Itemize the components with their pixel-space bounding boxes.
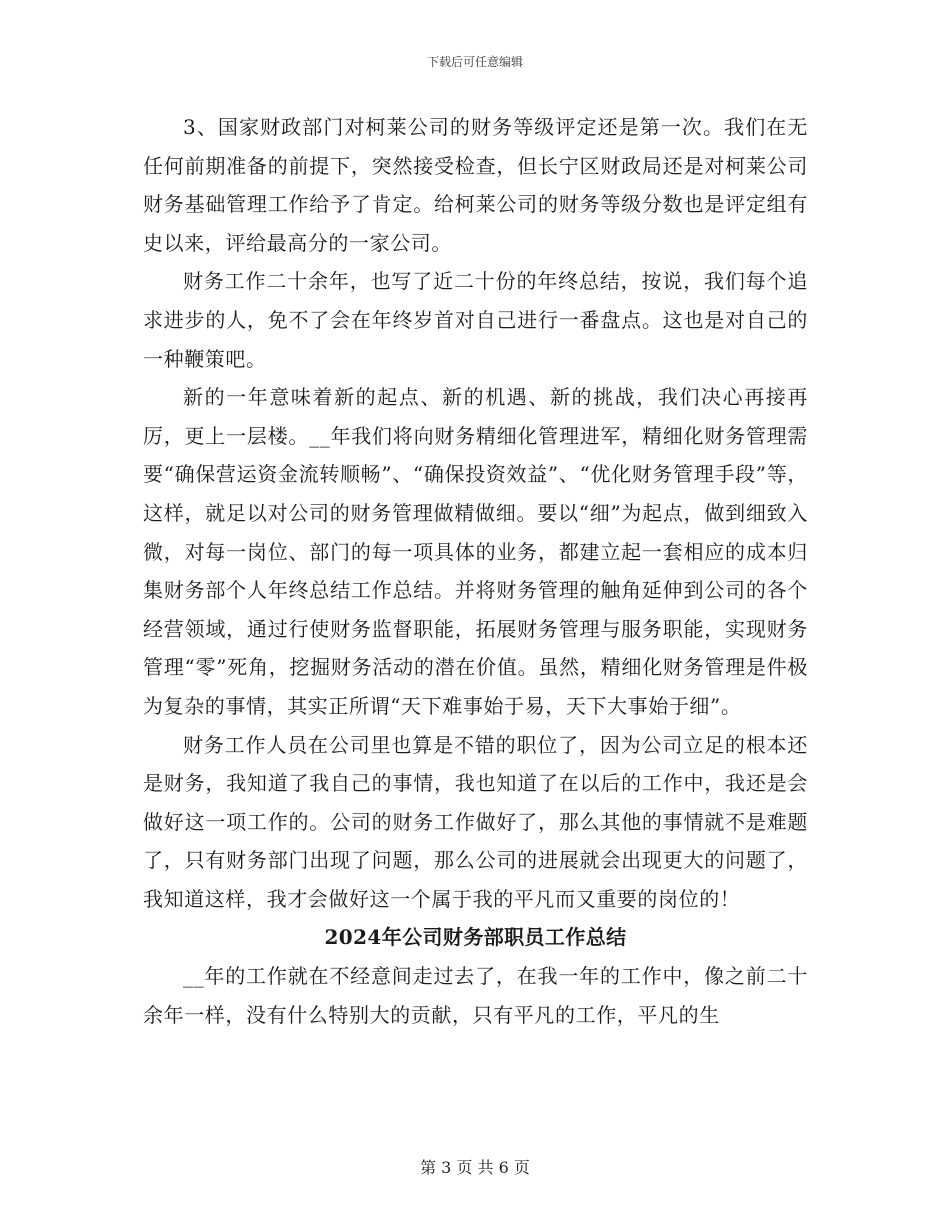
paragraph-financial-rating: 3、国家财政部门对柯莱公司的财务等级评定还是第一次。我们在无任何前期准备的前提下，突然接受检查，但长宁区财政局还是对柯莱公司财务基础管理工作给予了肯定。给柯莱公司的财务等级分数也是评定组有史以来，评给最高分的一家公司。: [143, 115, 808, 255]
paragraph-year-end-summary: 财务工作二十余年，也写了近二十份的年终总结，按说，我们每个追求进步的人，免不了会在年终岁首对自己进行一番盘点。这也是对自己的一种鞭策吧。: [143, 269, 808, 371]
section-title: 2024年公司财务部职员工作总结: [324, 925, 627, 950]
document-body: [143, 108, 808, 1034]
paragraph-section-intro: __年的工作就在不经意间走过去了，在我一年的工作中，像之前二十余年一样，没有什么特别大的贡献，只有平凡的工作，平凡的生: [143, 964, 808, 1027]
paragraph-refined-management: 新的一年意味着新的起点、新的机遇、新的挑战，我们决心再接再厉，更上一层楼。__年我们将向财务精细化管理进军，精细化财务管理需要“确保营运资金流转顺畅”、“确保投资效益”、“优化财务管理手段”等，这样，就足以对公司的财务管理做精做细。要以“细”为起点，做到细致入微，对每一岗位、部门的每一项具体的业务，都建立起一套相应的成本归集财务部个人年终总结工作总结。并将财务管理的触角延伸到公司的各个经营领域，通过行使财务监督职能，拓展财务管理与服务职能，实现财务管理“零”死角，挖掘财务活动的潜在价值。虽然，精细化财务管理是件极为复杂的事情，其实正所谓“天下难事始于易，天下大事始于细”。: [143, 385, 808, 718]
paragraph-finance-role: 财务工作人员在公司里也算是不错的职位了，因为公司立足的根本还是财务，我知道了我自己的事情，我也知道了在以后的工作中，我还是会做好这一项工作的。公司的财务工作做好了，那么其他的事情就不是难题了，只有财务部门出现了问题，那么公司的进展就会出现更大的问题了，我知道这样，我才会做好这一个属于我的平凡而又重要的岗位的！: [143, 732, 808, 911]
page-header-note: 下载后可任意编辑: [426, 55, 523, 69]
page-number-footer: 第 3 页 共 6 页: [420, 1158, 530, 1177]
